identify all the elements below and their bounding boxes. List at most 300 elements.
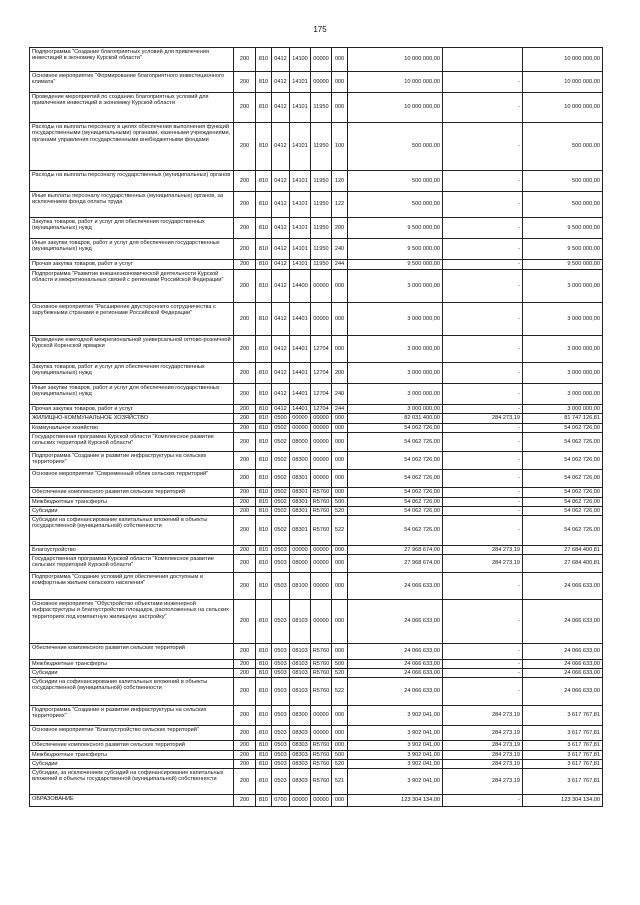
amount-cell: 24 066 633,00 <box>523 600 603 644</box>
amount-cell: 54 062 726,00 <box>348 452 443 470</box>
code-cell: 0412 <box>272 239 290 260</box>
code-cell: 0503 <box>272 706 290 726</box>
code-cell: 0503 <box>272 546 290 555</box>
table-row <box>30 260 603 270</box>
row-name-cell: Подпрограмма "Создание и развитие инфраструктуры на сельских территориях" <box>30 452 234 470</box>
code-cell: 810 <box>256 48 272 72</box>
code-cell: 810 <box>256 751 272 760</box>
amount-cell: 10 000 000,00 <box>523 93 603 123</box>
row-name-cell: Проведение ежегодной межрегиональной универсальной оптово-розничной Курской Коренской ярмарки <box>30 336 234 363</box>
amount-cell: - <box>443 644 523 660</box>
table-body <box>30 48 603 807</box>
code-cell: 14401 <box>290 384 311 405</box>
code-cell: 522 <box>332 516 348 546</box>
row-name-cell: Иные выплаты персоналу государственных (муниципальных) органов, за исключением фонда оплаты труда <box>30 192 234 218</box>
row-name-cell: Благоустройство <box>30 546 234 555</box>
amount-cell: 24 066 633,00 <box>523 644 603 660</box>
amount-cell: - <box>443 424 523 433</box>
code-cell: 200 <box>234 384 256 405</box>
amount-cell: 54 062 726,00 <box>523 424 603 433</box>
code-cell: 12704 <box>311 336 332 363</box>
code-cell: 0503 <box>272 600 290 644</box>
code-cell: 0503 <box>272 669 290 678</box>
row-name-cell: Подпрограмма "Развитие внешнеэкономической деятельности Курской области и межрегиональных связей с регионами Российской Федерации" <box>30 270 234 303</box>
table-row <box>30 706 603 726</box>
table-row <box>30 336 603 363</box>
code-cell: 0503 <box>272 660 290 669</box>
code-cell: 08301 <box>290 488 311 498</box>
code-cell: 14101 <box>290 123 311 171</box>
amount-cell: - <box>443 192 523 218</box>
table-row <box>30 507 603 516</box>
row-name-cell: Расходы на выплаты персоналу государственных (муниципальных) органов <box>30 171 234 192</box>
amount-cell: 284 273,19 <box>443 555 523 573</box>
code-cell: 0502 <box>272 470 290 488</box>
code-cell: 810 <box>256 795 272 807</box>
amount-cell: - <box>443 433 523 452</box>
code-cell: 500 <box>332 660 348 669</box>
code-cell: 200 <box>234 405 256 414</box>
code-cell: 000 <box>332 600 348 644</box>
amount-cell: 500 000,00 <box>348 171 443 192</box>
amount-cell: 24 066 633,00 <box>523 573 603 600</box>
code-cell: 810 <box>256 516 272 546</box>
code-cell: 0503 <box>272 741 290 751</box>
amount-cell: 54 062 726,00 <box>348 516 443 546</box>
code-cell: 0500 <box>272 414 290 424</box>
row-name-cell: Субсидии <box>30 760 234 769</box>
amount-cell: 3 000 000,00 <box>348 384 443 405</box>
amount-cell: - <box>443 470 523 488</box>
table-row <box>30 760 603 769</box>
code-cell: 810 <box>256 452 272 470</box>
code-cell: 14401 <box>290 303 311 336</box>
amount-cell: - <box>443 72 523 93</box>
amount-cell: 3 000 000,00 <box>523 336 603 363</box>
amount-cell: 9 500 000,00 <box>523 239 603 260</box>
code-cell: 521 <box>332 769 348 795</box>
code-cell: 200 <box>234 48 256 72</box>
amount-cell: 27 968 674,00 <box>348 546 443 555</box>
amount-cell: 27 684 400,81 <box>523 555 603 573</box>
amount-cell: - <box>443 260 523 270</box>
amount-cell <box>443 48 523 72</box>
code-cell: 000 <box>332 644 348 660</box>
code-cell: 0412 <box>272 384 290 405</box>
code-cell: 00000 <box>311 555 332 573</box>
amount-cell: 3 902 041,00 <box>348 741 443 751</box>
amount-cell: 24 066 633,00 <box>348 669 443 678</box>
amount-cell: 3 000 000,00 <box>523 270 603 303</box>
row-name-cell: Обеспечение комплексного развития сельских территорий <box>30 488 234 498</box>
code-cell: R5760 <box>311 751 332 760</box>
amount-cell: 500 000,00 <box>523 123 603 171</box>
amount-cell: - <box>443 498 523 507</box>
code-cell: 000 <box>332 795 348 807</box>
amount-cell: 54 062 726,00 <box>348 433 443 452</box>
code-cell: 14101 <box>290 72 311 93</box>
amount-cell: 54 062 726,00 <box>348 424 443 433</box>
code-cell: 500 <box>332 751 348 760</box>
amount-cell: 3 617 767,81 <box>523 741 603 751</box>
code-cell: 810 <box>256 433 272 452</box>
amount-cell: 24 066 633,00 <box>348 660 443 669</box>
table-row <box>30 546 603 555</box>
amount-cell: 9 500 000,00 <box>348 260 443 270</box>
code-cell: 810 <box>256 363 272 384</box>
code-cell: 00000 <box>290 414 311 424</box>
code-cell: 200 <box>234 260 256 270</box>
code-cell: 0412 <box>272 93 290 123</box>
amount-cell: 500 000,00 <box>348 123 443 171</box>
row-name-cell: Государственная программа Курской области "Комплексное развитие сельских территорий Курской области" <box>30 555 234 573</box>
amount-cell: 3 617 767,81 <box>523 760 603 769</box>
table-row <box>30 72 603 93</box>
code-cell: 0412 <box>272 123 290 171</box>
code-cell: 200 <box>234 660 256 669</box>
code-cell: 00000 <box>311 795 332 807</box>
code-cell: 00000 <box>290 424 311 433</box>
code-cell: 244 <box>332 405 348 414</box>
code-cell: 12704 <box>311 384 332 405</box>
amount-cell: 3 902 041,00 <box>348 706 443 726</box>
code-cell: 200 <box>234 488 256 498</box>
amount-cell: 3 000 000,00 <box>348 270 443 303</box>
table-row <box>30 171 603 192</box>
row-name-cell: Межбюджетные трансферты <box>30 660 234 669</box>
code-cell: 520 <box>332 760 348 769</box>
code-cell: 810 <box>256 741 272 751</box>
amount-cell: 10 000 000,00 <box>348 48 443 72</box>
code-cell: 11950 <box>311 93 332 123</box>
amount-cell: - <box>443 303 523 336</box>
code-cell: 08103 <box>290 644 311 660</box>
code-cell: 00000 <box>311 546 332 555</box>
code-cell: 08301 <box>290 516 311 546</box>
code-cell: 810 <box>256 769 272 795</box>
code-cell: R5760 <box>311 678 332 706</box>
code-cell: 14101 <box>290 218 311 239</box>
code-cell: 08000 <box>290 433 311 452</box>
table-row <box>30 726 603 741</box>
amount-cell: 24 066 633,00 <box>348 573 443 600</box>
code-cell: 200 <box>234 600 256 644</box>
code-cell: 200 <box>234 669 256 678</box>
row-name-cell: Субсидии, за исключением субсидий на софинансирование капитальных вложений в объекты государственной (муниципальной) собственности <box>30 769 234 795</box>
code-cell: 000 <box>332 555 348 573</box>
code-cell: R5760 <box>311 488 332 498</box>
code-cell: 810 <box>256 669 272 678</box>
amount-cell: 3 902 041,00 <box>348 760 443 769</box>
code-cell: 522 <box>332 678 348 706</box>
code-cell: 14101 <box>290 93 311 123</box>
code-cell: 810 <box>256 239 272 260</box>
code-cell: 810 <box>256 424 272 433</box>
code-cell: 520 <box>332 669 348 678</box>
code-cell: 00000 <box>311 470 332 488</box>
amount-cell: 3 902 041,00 <box>348 726 443 741</box>
row-name-cell: Иные закупки товаров, работ и услуг для обеспечения государственных (муниципальных) нужд <box>30 239 234 260</box>
row-name-cell: Субсидии на софинансирование капитальных вложений в объекты государственной (муниципальной) собственности <box>30 516 234 546</box>
code-cell: 200 <box>234 363 256 384</box>
amount-cell: 284 273,19 <box>443 706 523 726</box>
code-cell: 200 <box>234 470 256 488</box>
table-row <box>30 270 603 303</box>
table-row <box>30 405 603 414</box>
code-cell: 0700 <box>272 795 290 807</box>
code-cell: R5760 <box>311 760 332 769</box>
row-name-cell: Прочая закупка товаров, работ и услуг <box>30 260 234 270</box>
amount-cell: 9 500 000,00 <box>348 218 443 239</box>
table-row <box>30 433 603 452</box>
amount-cell: 82 031 400,00 <box>348 414 443 424</box>
table-row <box>30 303 603 336</box>
code-cell: 11950 <box>311 239 332 260</box>
code-cell: 000 <box>332 573 348 600</box>
code-cell: 14401 <box>290 363 311 384</box>
amount-cell: 54 062 726,00 <box>523 516 603 546</box>
code-cell: 000 <box>332 452 348 470</box>
code-cell: 810 <box>256 573 272 600</box>
code-cell: R5760 <box>311 741 332 751</box>
code-cell: 810 <box>256 336 272 363</box>
code-cell: 0502 <box>272 516 290 546</box>
code-cell: 0412 <box>272 260 290 270</box>
code-cell: 000 <box>332 48 348 72</box>
code-cell: 810 <box>256 546 272 555</box>
code-cell: 810 <box>256 488 272 498</box>
code-cell: 200 <box>234 452 256 470</box>
code-cell: 00000 <box>311 706 332 726</box>
code-cell: 200 <box>234 218 256 239</box>
code-cell: 08103 <box>290 678 311 706</box>
amount-cell: 24 066 633,00 <box>348 600 443 644</box>
code-cell: 810 <box>256 678 272 706</box>
code-cell: 0412 <box>272 363 290 384</box>
code-cell: 200 <box>234 192 256 218</box>
amount-cell: 3 902 041,00 <box>348 769 443 795</box>
code-cell: 14101 <box>290 171 311 192</box>
amount-cell: - <box>443 123 523 171</box>
amount-cell: - <box>443 669 523 678</box>
amount-cell: - <box>443 678 523 706</box>
code-cell: 200 <box>234 414 256 424</box>
code-cell: 000 <box>332 93 348 123</box>
code-cell: 08103 <box>290 669 311 678</box>
code-cell: 200 <box>234 706 256 726</box>
row-name-cell: Основное мероприятие "Современный облик сельских территорий" <box>30 470 234 488</box>
code-cell: 200 <box>234 555 256 573</box>
amount-cell: 54 062 726,00 <box>523 452 603 470</box>
code-cell: 0503 <box>272 555 290 573</box>
row-name-cell: Иные закупки товаров, работ и услуг для обеспечения государственных (муниципальных) нужд <box>30 384 234 405</box>
code-cell: 0412 <box>272 270 290 303</box>
code-cell: 00000 <box>311 433 332 452</box>
code-cell: 08301 <box>290 470 311 488</box>
code-cell: 244 <box>332 260 348 270</box>
code-cell: 000 <box>332 433 348 452</box>
code-cell: 08100 <box>290 573 311 600</box>
row-name-cell: Расходы на выплаты персоналу в целях обеспечения выполнения функций государственными (муниципальными) органами, казенными учреждениями, органами управления государственными внебюджетными фондами <box>30 123 234 171</box>
code-cell: 12704 <box>311 363 332 384</box>
row-name-cell: Закупка товаров, работ и услуг для обеспечения государственных (муниципальных) нужд <box>30 363 234 384</box>
amount-cell: 3 000 000,00 <box>523 363 603 384</box>
amount-cell: - <box>443 336 523 363</box>
table-row <box>30 192 603 218</box>
code-cell: 200 <box>234 751 256 760</box>
amount-cell: 3 617 767,81 <box>523 769 603 795</box>
amount-cell: 54 062 726,00 <box>348 507 443 516</box>
code-cell: 810 <box>256 644 272 660</box>
code-cell: 200 <box>234 239 256 260</box>
code-cell: 0412 <box>272 218 290 239</box>
code-cell: 810 <box>256 218 272 239</box>
code-cell: 000 <box>332 726 348 741</box>
code-cell: R5760 <box>311 516 332 546</box>
table-row <box>30 644 603 660</box>
table-row <box>30 669 603 678</box>
code-cell: 200 <box>234 507 256 516</box>
code-cell: 200 <box>234 171 256 192</box>
code-cell: 00000 <box>311 424 332 433</box>
code-cell: 0412 <box>272 192 290 218</box>
amount-cell: 3 000 000,00 <box>348 336 443 363</box>
code-cell: 0412 <box>272 171 290 192</box>
code-cell: 200 <box>234 424 256 433</box>
row-name-cell: Коммунальное хозяйство <box>30 424 234 433</box>
code-cell: 810 <box>256 171 272 192</box>
code-cell: 000 <box>332 270 348 303</box>
amount-cell: 54 062 726,00 <box>523 488 603 498</box>
amount-cell: 3 000 000,00 <box>348 363 443 384</box>
code-cell: 08303 <box>290 741 311 751</box>
amount-cell: 284 273,19 <box>443 414 523 424</box>
code-cell: 0503 <box>272 726 290 741</box>
amount-cell: - <box>443 516 523 546</box>
code-cell: 200 <box>234 726 256 741</box>
table-row <box>30 660 603 669</box>
code-cell: 200 <box>234 72 256 93</box>
code-cell: 000 <box>332 72 348 93</box>
code-cell: 200 <box>234 573 256 600</box>
row-name-cell: ОБРАЗОВАНИЕ <box>30 795 234 807</box>
code-cell: 200 <box>234 433 256 452</box>
amount-cell: - <box>443 660 523 669</box>
code-cell: 200 <box>234 303 256 336</box>
amount-cell: 24 066 633,00 <box>523 669 603 678</box>
amount-cell: 123 304 134,00 <box>523 795 603 807</box>
table-row <box>30 516 603 546</box>
code-cell: 200 <box>332 363 348 384</box>
code-cell: 0412 <box>272 72 290 93</box>
code-cell: 200 <box>234 546 256 555</box>
table-row <box>30 414 603 424</box>
amount-cell: 500 000,00 <box>523 171 603 192</box>
amount-cell: 10 000 000,00 <box>523 72 603 93</box>
code-cell: 14100 <box>290 48 311 72</box>
code-cell: 0502 <box>272 424 290 433</box>
amount-cell: 500 000,00 <box>523 192 603 218</box>
amount-cell: 3 000 000,00 <box>348 303 443 336</box>
amount-cell: 81 747 126,81 <box>523 414 603 424</box>
amount-cell: 24 066 633,00 <box>523 678 603 706</box>
code-cell: 810 <box>256 303 272 336</box>
amount-cell: 10 000 000,00 <box>348 93 443 123</box>
amount-cell: 54 062 726,00 <box>523 498 603 507</box>
amount-cell: 3 617 767,81 <box>523 706 603 726</box>
code-cell: 08300 <box>290 706 311 726</box>
code-cell: 810 <box>256 498 272 507</box>
amount-cell: - <box>443 795 523 807</box>
table-row <box>30 424 603 433</box>
code-cell: 14101 <box>290 239 311 260</box>
code-cell: 810 <box>256 405 272 414</box>
code-cell: 810 <box>256 555 272 573</box>
amount-cell: 284 273,19 <box>443 726 523 741</box>
amount-cell: 9 500 000,00 <box>523 218 603 239</box>
code-cell: 240 <box>332 239 348 260</box>
code-cell: 810 <box>256 414 272 424</box>
code-cell: 14401 <box>290 336 311 363</box>
amount-cell: 54 062 726,00 <box>523 507 603 516</box>
row-name-cell: Субсидии <box>30 507 234 516</box>
code-cell: 08000 <box>290 555 311 573</box>
table-row <box>30 239 603 260</box>
code-cell: 11950 <box>311 192 332 218</box>
row-name-cell: Субсидии <box>30 669 234 678</box>
table-row <box>30 795 603 807</box>
code-cell: 810 <box>256 507 272 516</box>
code-cell: 0503 <box>272 644 290 660</box>
row-name-cell: Проведение мероприятий по созданию благоприятных условий для привлечения инвестиций в экономику Курской области <box>30 93 234 123</box>
code-cell: R5760 <box>311 669 332 678</box>
code-cell: 08303 <box>290 769 311 795</box>
amount-cell: - <box>443 384 523 405</box>
amount-cell: - <box>443 363 523 384</box>
amount-cell: - <box>443 488 523 498</box>
row-name-cell: Межбюджетные трансферты <box>30 498 234 507</box>
amount-cell: - <box>443 452 523 470</box>
code-cell: 00000 <box>311 303 332 336</box>
amount-cell: 284 273,19 <box>443 760 523 769</box>
code-cell: R5760 <box>311 660 332 669</box>
code-cell: 810 <box>256 600 272 644</box>
amount-cell: 284 273,19 <box>443 769 523 795</box>
code-cell: 00000 <box>311 414 332 424</box>
amount-cell: 54 062 726,00 <box>348 488 443 498</box>
table-row <box>30 678 603 706</box>
code-cell: 240 <box>332 384 348 405</box>
amount-cell: 24 066 633,00 <box>348 644 443 660</box>
code-cell: 00000 <box>311 600 332 644</box>
amount-cell: 3 902 041,00 <box>348 751 443 760</box>
code-cell: 14400 <box>290 270 311 303</box>
code-cell: 810 <box>256 726 272 741</box>
row-name-cell: Государственная программа Курской области "Комплексное развитие сельских территорий Курской области" <box>30 433 234 452</box>
amount-cell: 10 000 000,00 <box>348 72 443 93</box>
code-cell: 100 <box>332 123 348 171</box>
amount-cell: 3 617 767,81 <box>523 726 603 741</box>
code-cell: 00000 <box>290 546 311 555</box>
code-cell: 14101 <box>290 192 311 218</box>
code-cell: 00000 <box>290 795 311 807</box>
row-name-cell: Основное мероприятие "Расширение двустороннего сотрудничества с зарубежными странами и регионами Российской Федерации" <box>30 303 234 336</box>
amount-cell: - <box>443 573 523 600</box>
table-row <box>30 48 603 72</box>
table-row <box>30 93 603 123</box>
code-cell: 000 <box>332 706 348 726</box>
row-name-cell: Субсидии на софинансирование капитальных вложений в объекты государственной (муниципальной) собственности <box>30 678 234 706</box>
